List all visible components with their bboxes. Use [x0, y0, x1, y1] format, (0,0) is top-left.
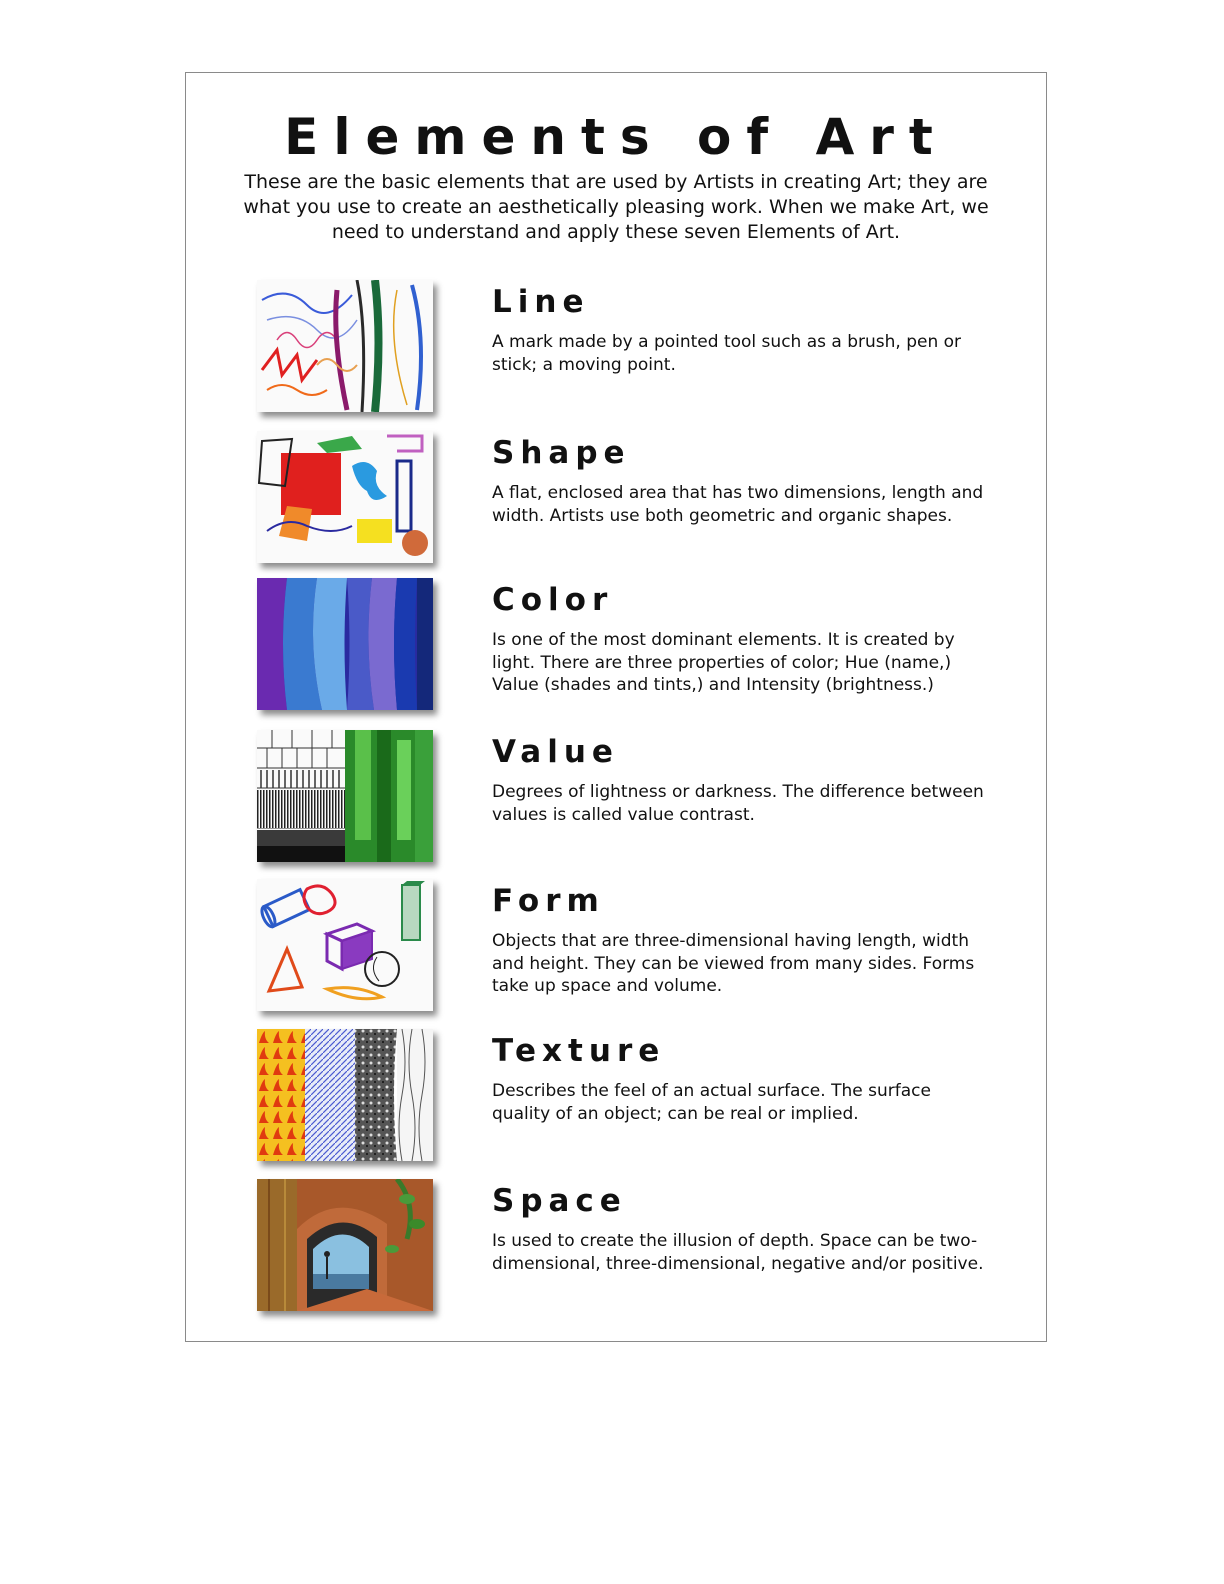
texture-artwork-image: [257, 1029, 433, 1161]
element-form: [186, 879, 1046, 1019]
poster-title: Elements of Art: [284, 108, 948, 166]
value-artwork-image: [257, 730, 433, 862]
element-line: [186, 280, 1046, 420]
element-description-color: Is one of the most dominant elements. It is created by light. There are three properties of color; Hue (name,) Value (shades and tints,) and Intensity (brightness.): [492, 630, 955, 695]
element-texture: [186, 1029, 1046, 1169]
element-name-line: Line: [492, 284, 590, 320]
element-name-form: Form: [492, 883, 605, 919]
intro-text: These are the basic elements that are used by Artists in creating Art; they are what you use to create an aesthetically pleasing work. When we make Art, we need to understand and apply these seven Elements of Art.: [243, 171, 989, 243]
element-description-texture: Describes the feel of an actual surface. The surface quality of an object; can be real or implied.: [492, 1081, 931, 1124]
element-name-space: Space: [492, 1183, 627, 1219]
element-description-space: Is used to create the illusion of depth. Space can be two-dimensional, three-dimensional, negative and/or positive.: [492, 1231, 984, 1274]
element-description-shape: A flat, enclosed area that has two dimensions, length and width. Artists use both geometric and organic shapes.: [492, 483, 984, 526]
line-artwork-image: [257, 280, 433, 412]
space-artwork-image: [257, 1179, 433, 1311]
element-color: [186, 578, 1046, 718]
element-description-value: Degrees of lightness or darkness. The difference between values is called value contrast.: [492, 782, 984, 825]
element-value: [186, 730, 1046, 870]
shape-artwork-image: [257, 431, 433, 563]
form-artwork-image: [257, 879, 433, 1011]
element-name-texture: Texture: [492, 1033, 666, 1069]
element-space: [186, 1179, 1046, 1319]
element-description-form: Objects that are three-dimensional having length, width and height. They can be viewed from many sides. Forms take up space and volume.: [492, 931, 975, 996]
color-artwork-image: [257, 578, 433, 710]
element-name-value: Value: [492, 734, 619, 770]
element-name-shape: Shape: [492, 435, 631, 471]
elements-of-art-poster: [185, 72, 1047, 1342]
element-shape: [186, 431, 1046, 571]
element-name-color: Color: [492, 582, 614, 618]
element-description-line: A mark made by a pointed tool such as a brush, pen or stick; a moving point.: [492, 332, 962, 375]
